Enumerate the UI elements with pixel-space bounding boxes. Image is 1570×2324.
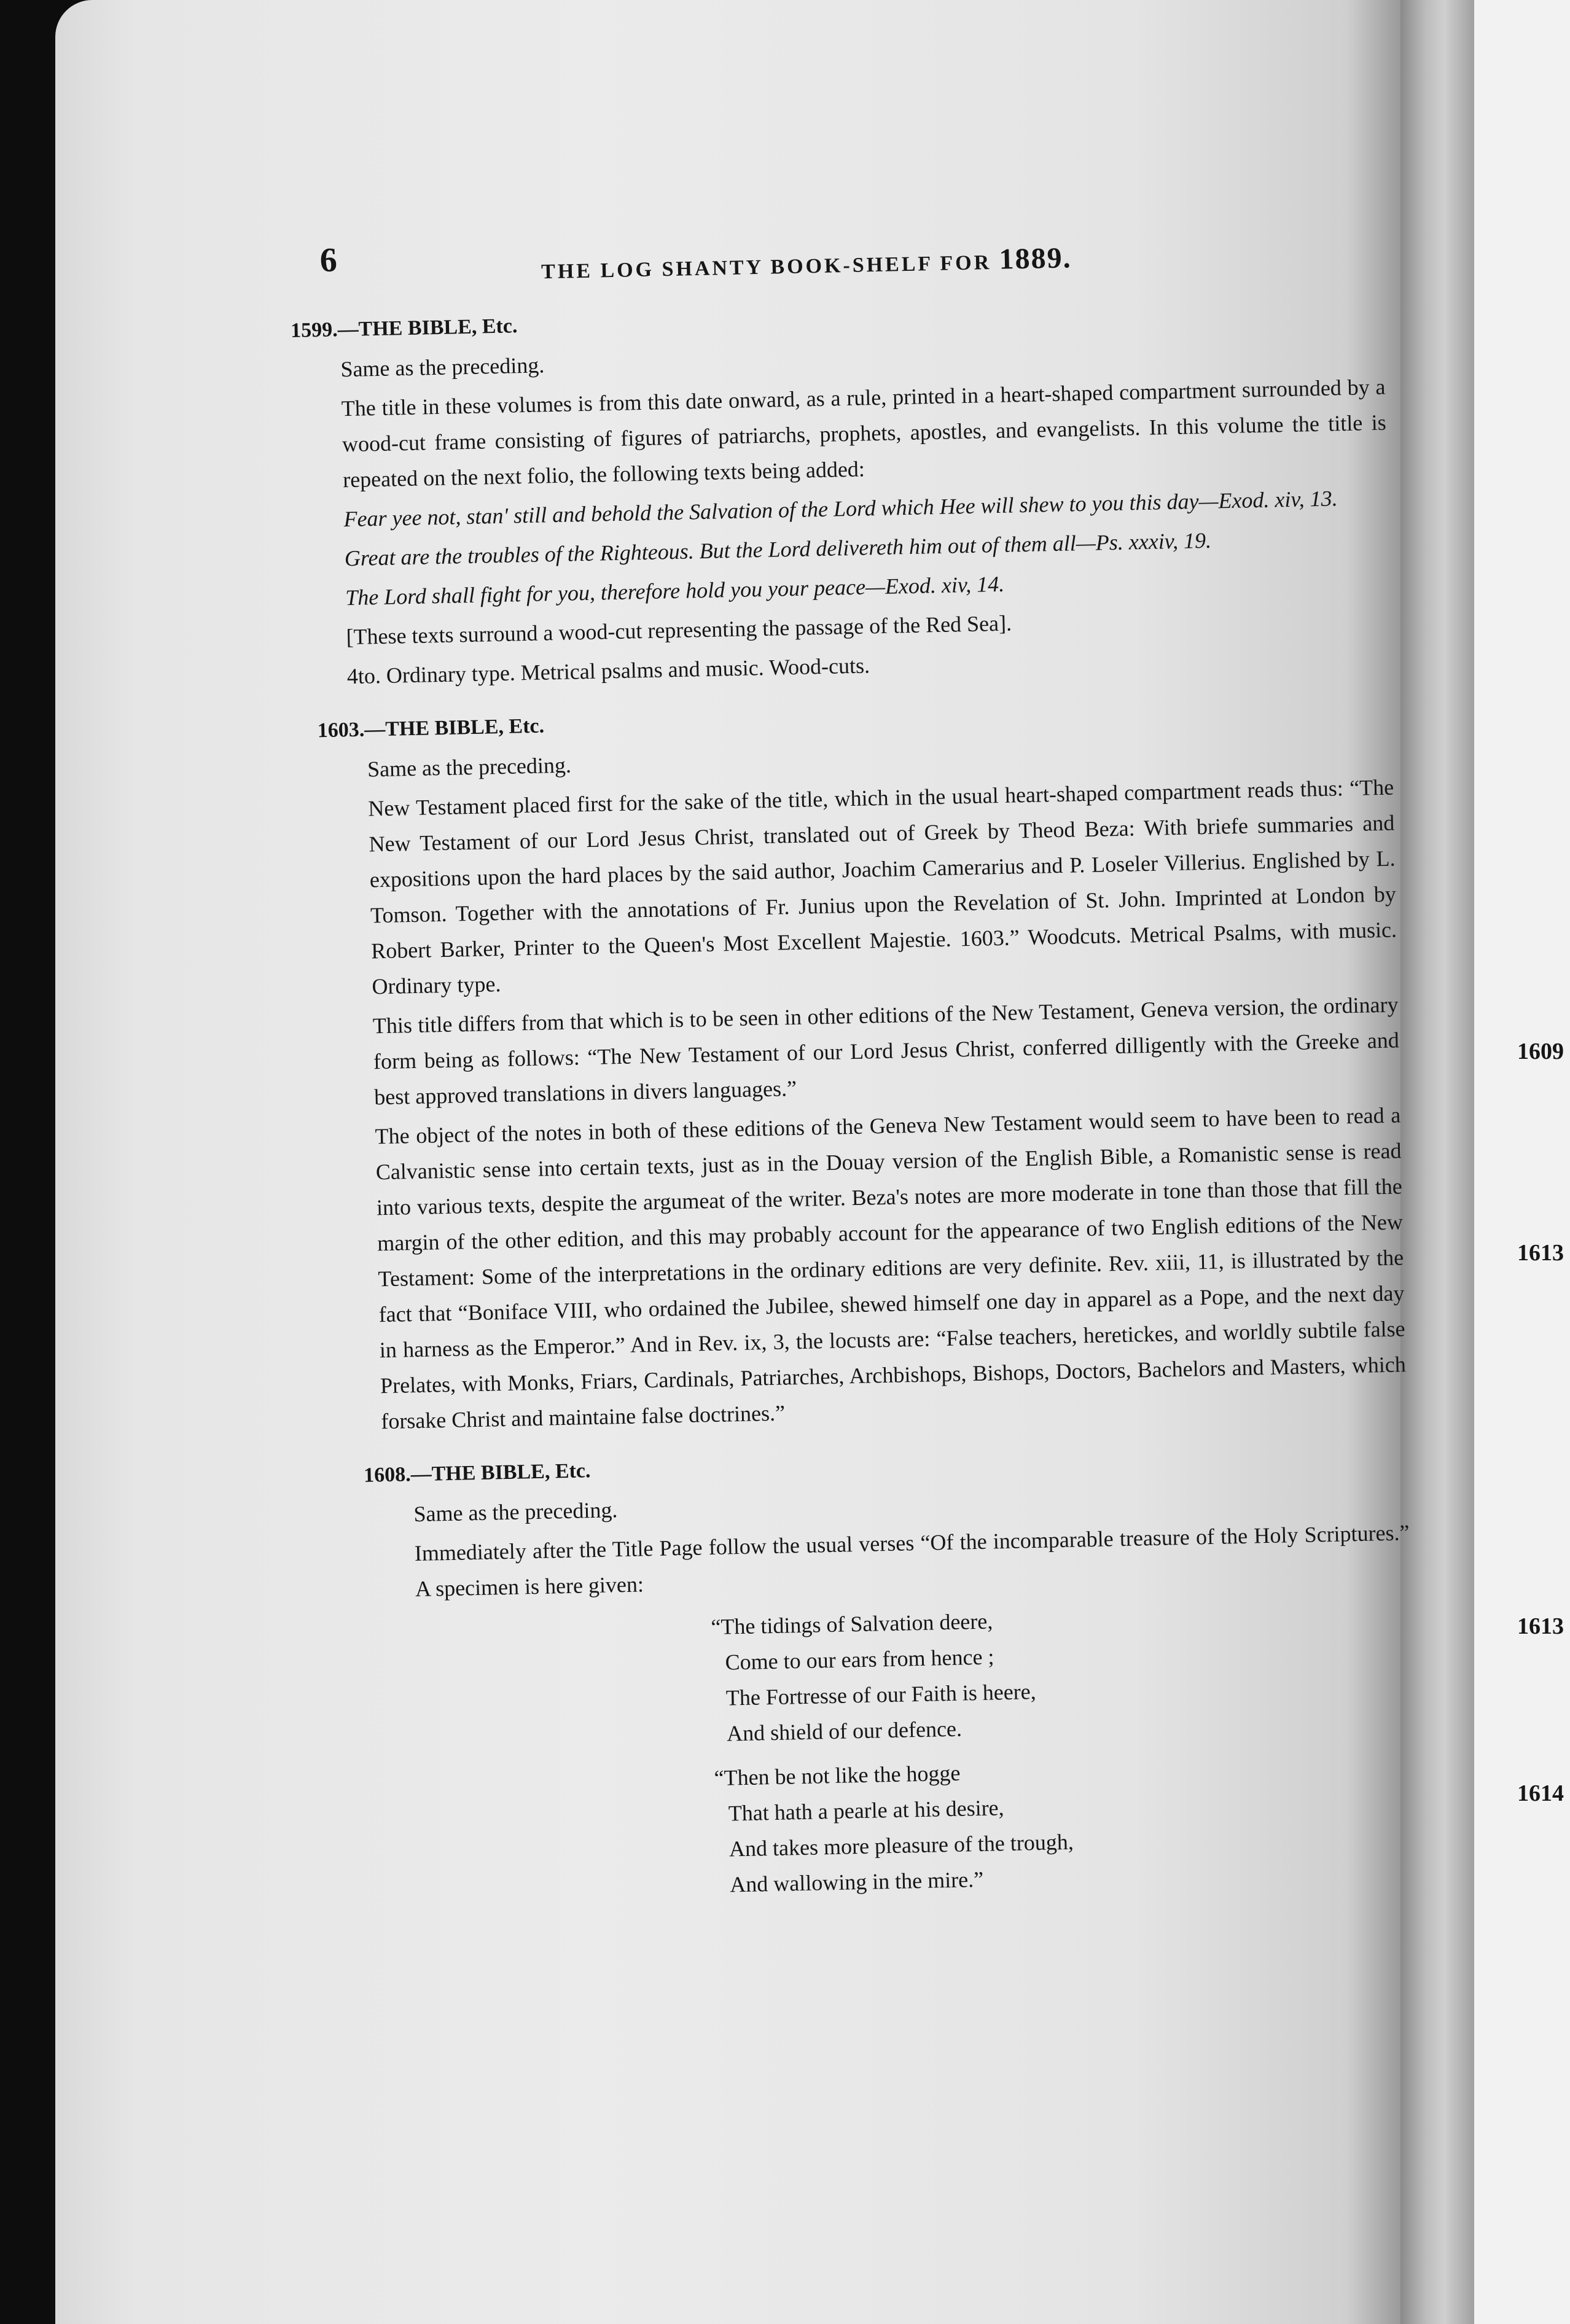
entry-para: New Testament placed first for the sake of the title, which in the usual heart-shaped compartment reads thus: “The New Testament of our Lord Jesus Christ, translated out of Greek by Theod Beza: With briefe summaries and expositions upon the hard places by the said author, Joachim Camerarius and P. Loseler Villerius. Englished by L. Tomson. Together with the annotations of Fr. Junius upon the Revelation of St. John. Imprinted at London by Robert Barker, Printer to the Queen's Most Excellent Majestie. 1603.” Woodcuts. Metrical Psalms, with music. Ordinary type. — [368, 774, 1397, 999]
entry-para: The Lord shall fight for you, therefore hold you your peace—Exod. xiv, 14. — [345, 571, 1005, 610]
entry-para: Same as the preceding. — [413, 1497, 618, 1527]
verse-stanza-1 — [711, 1594, 1414, 1752]
verse-line: And wallowing in the mire.” — [729, 1866, 984, 1897]
verse-line: Come to our ears from hence ; — [725, 1644, 994, 1675]
verse-stanza-2 — [714, 1745, 1417, 1903]
entry-para: Great are the troubles of the Righteous. But the Lord delivereth him out of them all—Ps. xxxiv, 19. — [344, 528, 1212, 571]
book-gutter — [1400, 0, 1474, 2324]
verse-line: “Then be not like the hogge — [714, 1760, 961, 1791]
facing-page-date: 1613 — [1517, 1613, 1564, 1639]
entry-heading-1603: 1603.—THE BIBLE, Etc. — [317, 714, 545, 743]
entry-para: The title in these volumes is from this date onward, as a rule, printed in a heart-shaped compartment surrounded by a wood-cut frame consisting of figures of patriarchs, prophets, apostles, and evangelists. In this volume the title is repeated on the next folio, the following texts being added: — [341, 374, 1387, 493]
facing-page-edge — [1474, 0, 1570, 2324]
verse-line: The Fortresse of our Faith is heere, — [725, 1679, 1037, 1710]
facing-page-date: 1614 — [1517, 1780, 1564, 1806]
entry-para: [These texts surround a wood-cut representing the passage of the Red Sea]. — [346, 610, 1012, 650]
entry-para: This title differs from that which is to be seen in other editions of the New Testament, Geneva version, the ordinary form being as follows: “The New Testament of our Lord Jesus Christ, conferred dilligently with the Greeke and best approved translations in divers languages.” — [372, 992, 1400, 1110]
entry-heading-1608: 1608.—THE BIBLE, Etc. — [363, 1459, 591, 1487]
facing-page-date: 1609 — [1517, 1039, 1564, 1064]
verse-line: “The tidings of Salvation deere, — [711, 1608, 993, 1640]
running-year: 1889. — [999, 241, 1072, 276]
verse-line: That hath a pearle at his desire, — [728, 1795, 1004, 1826]
page-number: 6 — [319, 241, 340, 279]
entry-para: Fear yee not, stan' still and behold the Salvation of the Lord which Hee will shew to you this day—Exod. xiv, 13. — [343, 486, 1338, 532]
page-content — [289, 217, 1417, 1911]
facing-page-date: 1613 — [1517, 1240, 1564, 1266]
entry-para: Same as the preceding. — [367, 752, 572, 782]
entry-para: The object of the notes in both of these editions of the Geneva New Testament would seem to have been to read a Calvanistic sense into certain texts, just as in the Douay version of the English Bible, a Romanistic sense is read into various texts, despite the argumeat of the writer. Beza's notes are more moderate in tone than those that fill the margin of the other edition, and this may probably account for the appearance of two English editions of the New Testament: Some of the interpretations in the ordinary editions are very definite. Rev. xiii, 11, is illustrated by the fact that “Boniface VIII, who ordained the Jubilee, shewed himself one day in apparel as a Pope, and the next day in harness as the Emperor.” And in Rev. ix, 3, the locusts are: “False teachers, heretickes, and worldly subtile false Prelates, with Monks, Friars, Cardinals, Patriarches, Archbishops, Bishops, Doctors, Bachelors and Masters, which forsake Christ and maintaine false doctrines.” — [375, 1102, 1407, 1434]
entry-heading-1599: 1599.—THE BIBLE, Etc. — [290, 314, 518, 342]
verse-line: And takes more pleasure of the trough, — [728, 1829, 1074, 1862]
entry-para: Same as the preceding. — [340, 353, 545, 382]
entry-para: Immediately after the Title Page follow the usual verses “Of the incomparable treasure of the Holy Scriptures.” A specimen is here given: — [414, 1520, 1410, 1602]
entry-para: 4to. Ordinary type. Metrical psalms and music. Wood-cuts. — [346, 653, 870, 689]
running-title: THE LOG SHANTY BOOK-SHELF FOR 1889. — [541, 241, 1072, 284]
verse-line: And shield of our defence. — [726, 1716, 963, 1746]
